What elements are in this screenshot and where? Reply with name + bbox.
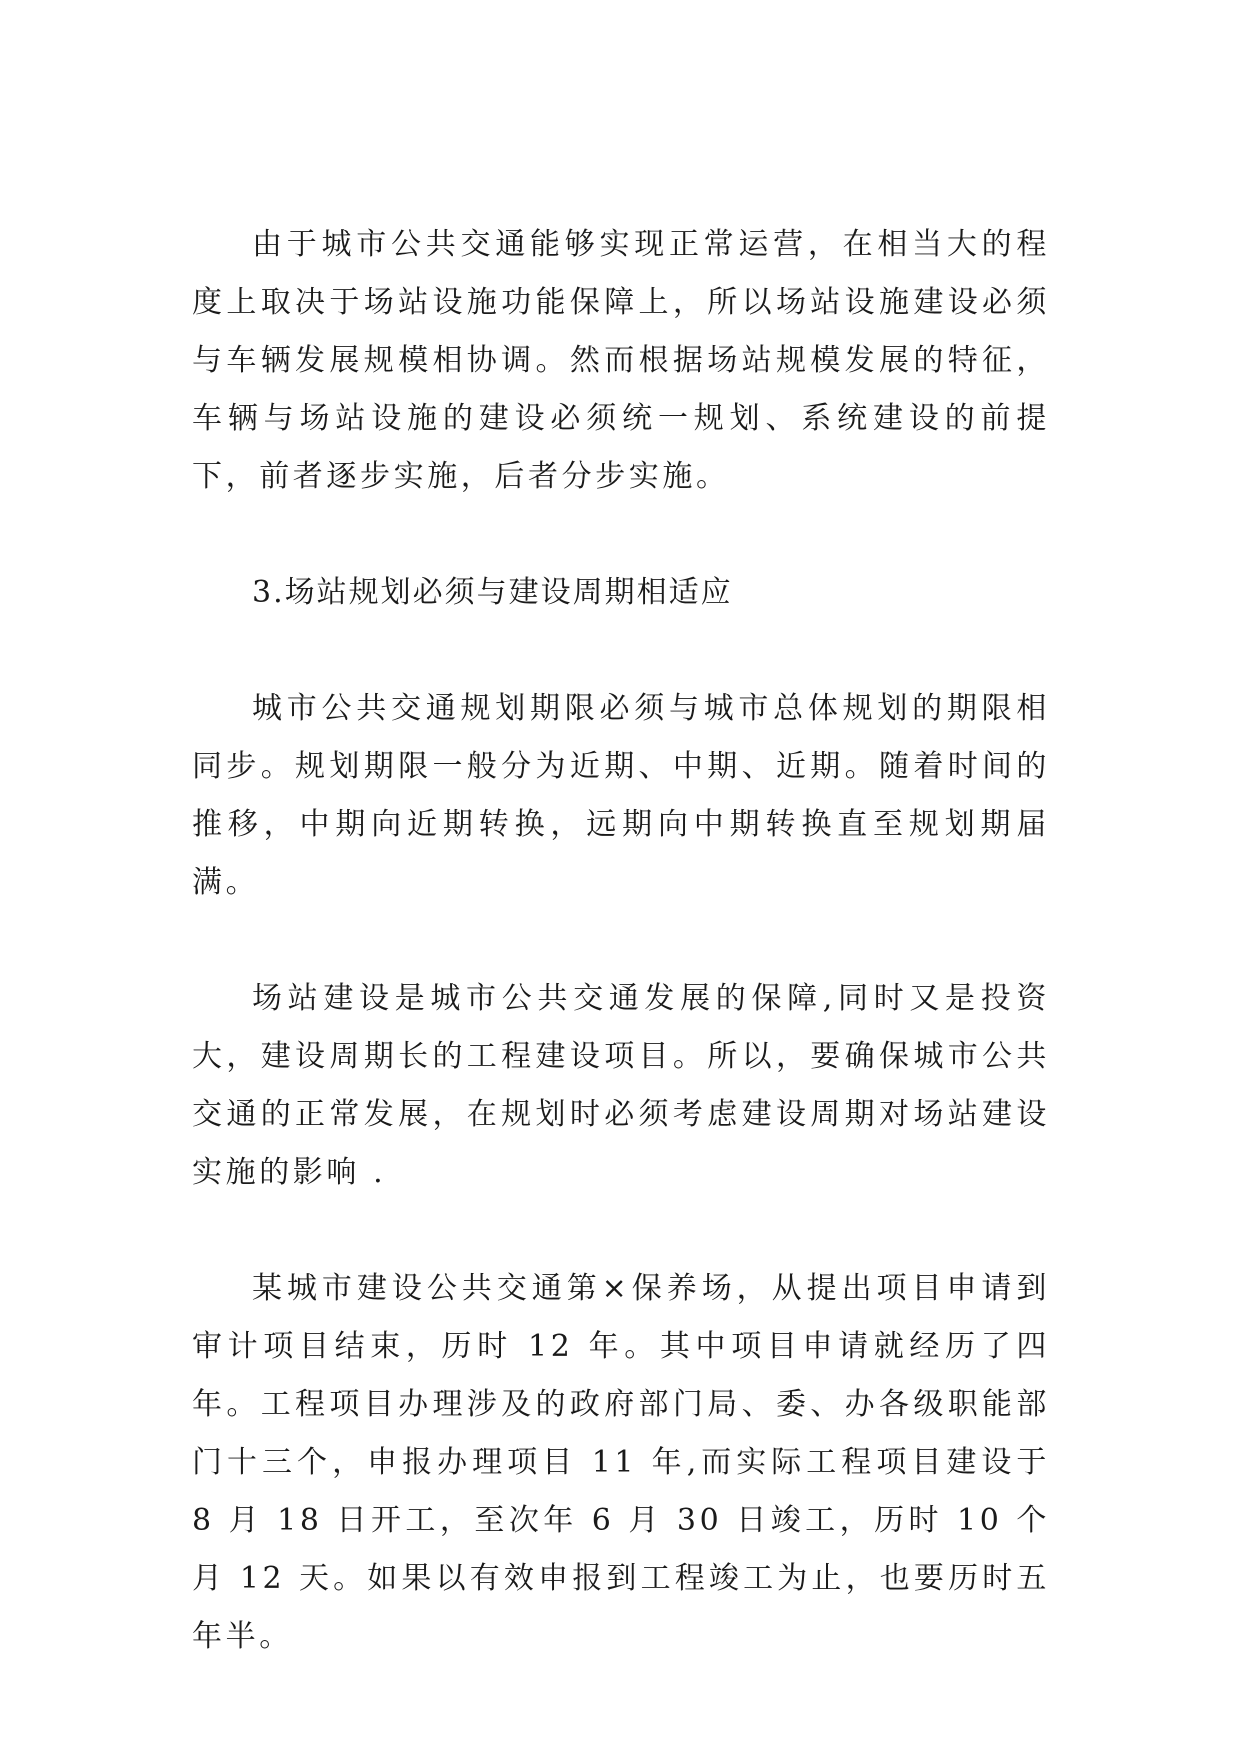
document-body xyxy=(192,216,1050,1666)
paragraph-station-facilities: 由于城市公共交通能够实现正常运营，在相当大的程度上取决于场站设施功能保障上，所以场站设施建设必须与车辆发展规模相协调。然而根据场站规模发展的特征，车辆与场站设施的建设必须统一规划、系统建设的前提下，前者逐步实施，后者分步实施。 xyxy=(192,227,1050,494)
paragraph-gap xyxy=(192,912,1050,970)
paragraph-construction-cycle: 场站建设是城市公共交通发展的保障,同时又是投资大，建设周期长的工程建设项目。所以，要确保城市公共交通的正常发展，在规划时必须考虑建设周期对场站建设实施的影响 . xyxy=(192,981,1050,1190)
paragraph-gap xyxy=(192,1202,1050,1260)
paragraph-gap xyxy=(192,622,1050,680)
paragraph-case-example: 某城市建设公共交通第×保养场，从提出项目申请到审计项目结束，历时 12 年。其中项目申请就经历了四年。工程项目办理涉及的政府部门局、委、办各级职能部门十三个，申报办理项目 11 年,而实际工程项目建设于 8 月 18 日开工，至次年 6 月 30 日竣工，历时 10 个月 12 天。如果以有效申报到工程竣工为止，也要历时五年半。 xyxy=(192,1271,1050,1654)
paragraph-planning-period: 城市公共交通规划期限必须与城市总体规划的期限相同步。规划期限一般分为近期、中期、近期。随着时间的推移，中期向近期转换，远期向中期转换直至规划期届满。 xyxy=(192,691,1050,900)
paragraph-gap xyxy=(192,506,1050,564)
section-heading-3: 3.场站规划必须与建设周期相适应 xyxy=(252,575,733,610)
